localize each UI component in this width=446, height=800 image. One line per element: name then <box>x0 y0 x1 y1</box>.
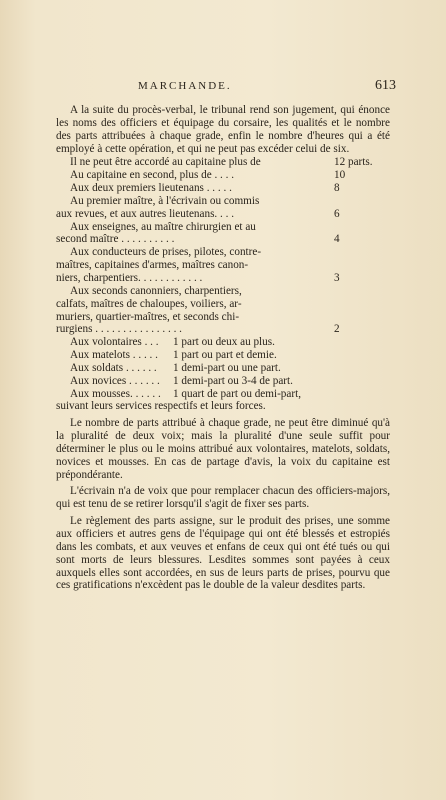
crew-part: 1 demi-part ou une part. <box>173 361 281 374</box>
crew-share-row <box>70 388 390 401</box>
shares-row-label: niers, charpentiers. . . . . . . . . . . . <box>56 271 203 284</box>
shares-row-label: maîtres, capitaines d'armes, maîtres canon- <box>56 259 249 272</box>
shares-row-value: 2 <box>334 323 340 336</box>
shares-row-label: muriers, quartier-maîtres, et seconds chi- <box>56 310 240 323</box>
crew-rank: Aux novices . . . . . . <box>70 374 160 387</box>
paragraph-writer: L'écrivain n'a de voix que pour remplacer chacun des officiers-majors, qui est tenu de se retirer lorsqu'il s'agit de fixer ses parts. <box>56 485 390 511</box>
crew-rank: Aux volontaires . . . <box>70 336 159 349</box>
shares-row-label: Au premier maître, à l'écrivain ou commis <box>70 194 260 207</box>
crew-share-row <box>70 336 390 349</box>
shares-row <box>56 169 390 182</box>
shares-row-label: rurgiens . . . . . . . . . . . . . . . . <box>56 323 182 336</box>
shares-row-value: 3 <box>334 271 340 284</box>
shares-row-label: second maître . . . . . . . . . . <box>56 233 175 246</box>
crew-rank: Aux soldats . . . . . . <box>70 361 157 374</box>
paragraph-compensation: Le règlement des parts assigne, sur le produit des prises, une somme aux officiers et autres gens de l'équipage qui ont été blessés et estropiés dans les combats, et aux veuves et enfans de ceux qui ont été tués ou qui sont morts de leurs blessures. Lesdites sommes sont payées à ceux auxquels elles sont accordées, en sus de leurs parts de prises, pourvu que ces gratifications n'excèdent pas le double de la valeur desdites parts. <box>56 515 390 592</box>
intro-paragraph: A la suite du procès-verbal, le tribunal rend son jugement, qui énonce les noms des officiers et équipage du corsaire, les qualités et le nombre des parts attribuées à chaque grade, enfin le nombre d'heures qui a été employé à cette opération, et qui ne peut pas excéder celui de six. <box>56 104 390 155</box>
shares-row-label: Aux seconds canonniers, charpentiers, <box>70 284 242 297</box>
crew-shares-tail: suivant leurs services respectifs et leurs forces. <box>56 400 266 413</box>
shares-row-label: aux revues, et aux autres lieutenans. . . . <box>56 207 235 220</box>
shares-row-label: Aux enseignes, au maître chirurgien et au <box>70 220 256 233</box>
paragraph-voting: Le nombre de parts attribué à chaque grade, ne peut être diminué qu'à la pluralité de deux voix; mais la pluralité d'une seule suffit pour déterminer le plus ou le moins attribué aux volontaires, matelots, soldats, novices et mousses. En cas de partage d'avis, la voix du capitaine est prépondérante. <box>56 417 390 481</box>
crew-part: 1 part ou deux au plus. <box>173 336 275 349</box>
shares-row-value: 10 <box>334 169 346 182</box>
shares-row <box>56 285 390 336</box>
shares-row <box>56 156 390 169</box>
page-body <box>56 104 390 592</box>
crew-rank: Aux mousses. . . . . . <box>70 387 161 400</box>
crew-part: 1 demi-part ou 3-4 de part. <box>173 374 293 387</box>
shares-table <box>56 156 390 336</box>
page-number: 613 <box>375 78 396 93</box>
crew-share-row <box>70 375 390 388</box>
page-header <box>56 80 396 96</box>
crew-part: 1 quart de part ou demi-part, <box>173 387 301 400</box>
running-title: MARCHANDE. <box>138 80 232 92</box>
crew-share-row <box>70 349 390 362</box>
shares-row-label: Il ne peut être accordé au capitaine plus de <box>70 156 261 169</box>
shares-row <box>56 221 390 247</box>
crew-share-row <box>70 362 390 375</box>
shares-row-label: Aux conducteurs de prises, pilotes, contre- <box>70 246 262 259</box>
shares-row-value: 4 <box>334 233 340 246</box>
shares-row-label: calfats, maîtres de chaloupes, voiliers, ar- <box>56 297 242 310</box>
shares-row-value: 12 parts. <box>334 156 373 169</box>
shares-row-value: 8 <box>334 182 340 195</box>
shares-row <box>56 195 390 221</box>
shares-row-label: Aux deux premiers lieutenans . . . . . <box>70 182 232 195</box>
crew-shares-list <box>70 336 390 400</box>
shares-row-value: 6 <box>334 207 340 220</box>
shares-row <box>56 246 390 285</box>
crew-rank: Aux matelots . . . . . <box>70 349 158 362</box>
shares-row <box>56 182 390 195</box>
crew-part: 1 part ou part et demie. <box>173 349 277 362</box>
shares-row-label: Au capitaine en second, plus de . . . . <box>70 169 235 182</box>
